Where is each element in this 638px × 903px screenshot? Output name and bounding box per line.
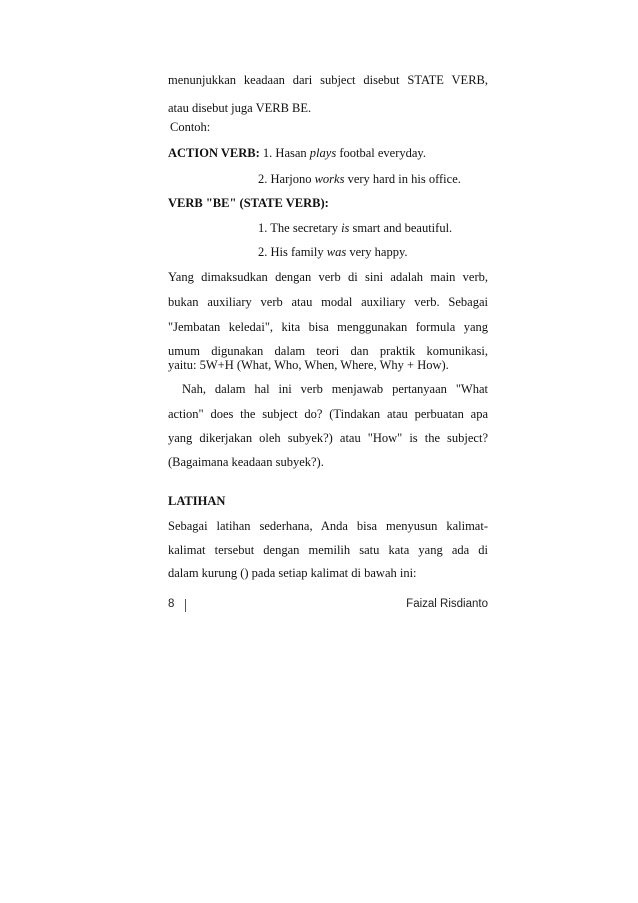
example-label: Contoh:	[170, 120, 211, 134]
paragraph-line: Sebagai latihan sederhana, Anda bisa menyusun kalimat-	[168, 519, 488, 533]
state-verb-label: VERB "BE" (STATE VERB):	[168, 196, 329, 210]
section-heading: LATIHAN	[168, 494, 226, 508]
verb-highlight: was	[326, 245, 347, 259]
action-verb-example-1	[168, 146, 426, 161]
paragraph-line: (Bagaimana keadaan subyek?).	[168, 455, 324, 469]
example-text: 2. His family	[258, 245, 327, 259]
example-text: 1. The secretary	[258, 221, 342, 235]
footer-divider	[185, 599, 186, 612]
paragraph-line: atau disebut juga VERB BE.	[168, 101, 312, 115]
paragraph-line: yang dikerjakan oleh subyek?) atau "How" is the subject?	[168, 431, 488, 445]
page-footer	[168, 598, 488, 614]
state-verb-example-1	[258, 221, 452, 236]
paragraph-line: yaitu: 5W+H (What, Who, When, Where, Why + How).	[168, 358, 449, 372]
action-verb-label: ACTION VERB:	[168, 146, 260, 160]
example-text: smart and beautiful.	[349, 221, 453, 235]
verb-highlight: plays	[309, 146, 337, 160]
example-text: very hard in his office.	[344, 172, 461, 186]
paragraph-line: umum digunakan dalam teori dan praktik komunikasi,	[168, 344, 488, 358]
page-number: 8	[168, 598, 175, 610]
example-text: 2. Harjono	[258, 172, 315, 186]
example-text: 1. Hasan	[262, 146, 310, 160]
paragraph-line: menunjukkan keadaan dari subject disebut STATE VERB,	[168, 73, 488, 87]
verb-highlight: works	[314, 172, 345, 186]
paragraph-line: bukan auxiliary verb atau modal auxiliary verb. Sebagai	[168, 295, 488, 309]
paragraph-line: kalimat tersebut dengan memilih satu kata yang ada di	[168, 543, 488, 557]
verb-highlight: is	[341, 221, 350, 235]
example-text: very happy.	[346, 245, 408, 259]
paragraph-line: Nah, dalam hal ini verb menjawab pertanyaan "What	[182, 382, 488, 396]
paragraph-line: Yang dimaksudkan dengan verb di sini adalah main verb,	[168, 270, 488, 284]
example-text: footbal everyday.	[336, 146, 426, 160]
footer-author: Faizal Risdianto	[406, 598, 488, 610]
paragraph-line: dalam kurung () pada setiap kalimat di bawah ini:	[168, 566, 417, 580]
paragraph-line: "Jembatan keledai", kita bisa menggunakan formula yang	[168, 320, 488, 334]
action-verb-example-2	[258, 172, 461, 187]
paragraph-line: action" does the subject do? (Tindakan atau perbuatan apa	[168, 407, 488, 421]
state-verb-example-2	[258, 245, 408, 260]
